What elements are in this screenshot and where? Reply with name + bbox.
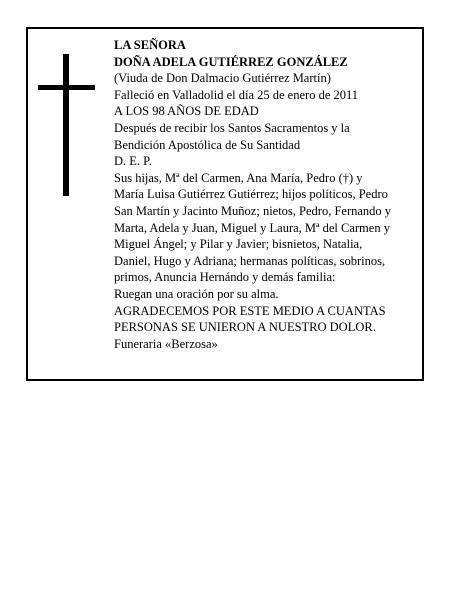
rip-line: D. E. P. — [114, 154, 152, 169]
cross-icon-crossbar — [38, 85, 95, 90]
family-line: Daniel, Hugo y Adriana; hermanas políticas, sobrinos, — [114, 253, 386, 268]
family-line: San Martín y Jacinto Muñoz; nietos, Pedro, Fernando y — [114, 203, 392, 218]
sacraments-line-1: Después de recibir los Santos Sacramentos y la — [114, 120, 350, 135]
widow-of-line: (Viuda de Don Dalmacio Gutiérrez Martín) — [114, 71, 331, 86]
age-line: A LOS 98 AÑOS DE EDAD — [114, 104, 259, 119]
cross-icon — [63, 54, 69, 196]
funeral-home-line: Funeraria «Berzosa» — [114, 336, 218, 351]
family-line: María Luisa Gutiérrez Gutiérrez; hijos políticos, Pedro — [114, 187, 388, 202]
prayer-line: Ruegan una oración por su alma. — [114, 286, 279, 301]
family-line: primos, Anuncia Hernándo y demás familia: — [114, 270, 336, 285]
obituary-text — [114, 37, 420, 352]
death-date-line: Falleció en Valladolid el día 25 de enero de 2011 — [114, 87, 359, 102]
family-line: Miguel Ángel; y Pilar y Javier; bisnietos, Natalia, — [114, 237, 363, 252]
notice-title: LA SEÑORA — [114, 38, 186, 52]
thanks-line-2: PERSONAS SE UNIERON A NUESTRO DOLOR. — [114, 320, 376, 335]
family-line: Sus hijas, Mª del Carmen, Ana María, Pedro (†) y — [114, 170, 363, 185]
thanks-line-1: AGRADECEMOS POR ESTE MEDIO A CUANTAS — [114, 303, 386, 318]
deceased-name: DOÑA ADELA GUTIÉRREZ GONZÁLEZ — [114, 54, 348, 69]
sacraments-line-2: Bendición Apostólica de Su Santidad — [114, 137, 301, 152]
family-line: Marta, Adela y Juan, Miguel y Laura, Mª del Carmen y — [114, 220, 390, 235]
